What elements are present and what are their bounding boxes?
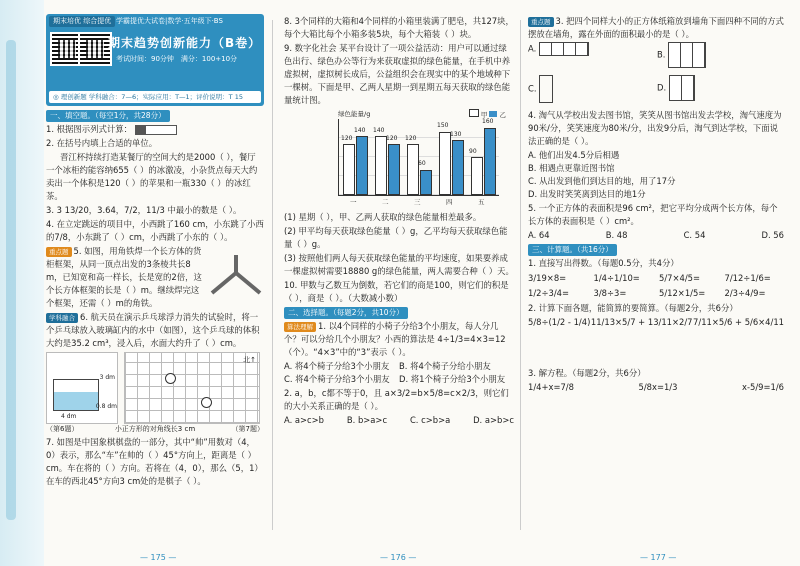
equation-item: 5/8x=1/3 (638, 382, 678, 393)
exam-title: 期末趋势创新能力（B卷） (108, 36, 262, 50)
question-1 (46, 123, 264, 136)
question-9-3: (3) 按照他们两人每天获取绿色能量的平均速度，如果要养成一棵虚拟树需要18880 g的绿色能量，两人需要合种（ ）天。 (284, 253, 514, 277)
option-c-label: C. (528, 83, 537, 94)
chart-bar (484, 128, 496, 196)
tank-height: 3 dm (99, 374, 115, 382)
choice-4-options (528, 149, 784, 201)
tag-focus: 重点题 (46, 247, 72, 257)
question-9: 9. 数字化社会 某平台设计了一项公益活动：用户可以通过绿色出行、绿色办公等行为来获取虚拟的绿色能量，在手机中养虚拟树，虚拟树长成后，公益组织会在现实中的某个地域种下一棵树。下面是甲、乙两人星期一到星期五每天获取的绿色能量统计图。 (284, 43, 511, 106)
question-6-text: 6. 航天员在演示乒乓球浮力消失的试验时，将一个乒乓球放入玻璃缸内的水中（如图），这个乒乓球的体积大约是35.2 cm³，浸入后，水面大约升了（ ）cm。 (46, 312, 260, 349)
exam-time: 考试时间：90分钟 (116, 55, 174, 63)
choice-2-option-c[interactable]: C. c>b>a (409, 415, 451, 426)
legend-label-b: 乙 (499, 111, 506, 120)
calc-item: 5/8÷(1/2 - 1/4) (528, 317, 591, 328)
calc-item: 5/12×1/5= (659, 288, 706, 299)
question-5 (46, 245, 264, 310)
choice-5-options (528, 229, 784, 242)
calc-item: 7/12÷1/6= (724, 273, 771, 284)
choice-5-option-d[interactable]: D. 56 (761, 230, 784, 241)
choice-5-option-c[interactable]: C. 54 (683, 230, 706, 241)
tank-length: 4 dm (61, 412, 77, 420)
question-10: 10. 甲数与乙数互为倒数，若它们的商是100，则它们的积是（ ），商是（ ）。（大数减小数） (284, 280, 509, 304)
cube-column-figure (539, 75, 553, 103)
equation-item: 1/4+x=7/8 (528, 382, 574, 393)
choice-4-option-b[interactable]: B. 相遇点更靠近图书馆 (528, 163, 615, 174)
section-fill-blank: 一、填空题。（每空1分，共28分） (46, 110, 170, 122)
calc-item: 5/7×4/5= (659, 273, 700, 284)
cube-row-figure (539, 42, 589, 56)
choice-4-option-a[interactable]: A. 他们出发4.5分后相遇 (528, 150, 620, 161)
section-choice: 二、选择题。（每题2分，共10分） (284, 307, 408, 319)
option-d-label: D. (657, 82, 667, 93)
banner-info: 学霸提优大试卷|数学·五年级下·BS (116, 17, 223, 25)
question-3: 3. 3 13/20，3.64，7/2，11/3 中最小的数是（ ）。 (46, 205, 242, 216)
calc-3-title: 3. 解方程。（每题2分，共6分） (528, 368, 646, 379)
choice-5: 5. 一个正方体的表面积是96 cm²，把它平均分成两个长方体，每个长方体的表面积是（ ）cm²。 (528, 203, 778, 227)
chart-bar (439, 132, 451, 195)
choice-1 (284, 320, 514, 359)
arrangement-c[interactable] (528, 75, 655, 108)
legend-swatch-b (489, 111, 497, 117)
choice-4-option-c[interactable]: C. 从出发到他们到达目的地，用了17分 (528, 176, 676, 187)
question-5-text: 5. 如图，用角铁焊一个长方体的货柜框架，从同一顶点出发的3条棱共长8 m，已知宽和高一样长，长是宽的2倍，这个长方体框架的长是（ ）m。继续焊完这个框架，还需（ ）m的角铁。 (46, 246, 202, 309)
chart-data-label: 120 (341, 135, 353, 143)
spine-decoration (6, 40, 16, 520)
choice-5-option-b[interactable]: B. 48 (605, 230, 628, 241)
choice-2-option-b[interactable]: B. b>a>c (346, 415, 388, 426)
choice-3 (528, 15, 784, 41)
tank-width: 0.8 dm (95, 402, 117, 410)
calc-item: 2/3÷4/9= (724, 288, 766, 299)
chart-data-label: 60 (418, 160, 426, 168)
calc-2-row (528, 316, 784, 366)
bar-chart (284, 109, 514, 209)
calc-item: 1/4÷1/10= (593, 273, 640, 284)
option-a-label: A. (528, 43, 537, 54)
choice-1-option-c[interactable]: C. 将4个椅子分给3个小朋友 (284, 374, 390, 385)
cube-arrangements (528, 42, 784, 108)
page-number-175: — 175 — (140, 553, 177, 562)
page-spine (0, 0, 44, 566)
question-9-1: (1) 星期（ ），甲、乙两人获取的绿色能量相差最多。 (284, 212, 482, 223)
calc-3-row (528, 381, 784, 394)
question-2-body: 晋江杯持续打造某餐厅的空间大约是2000（ ），餐厅一个冰柜约能容纳655（ ）的冰激凌，小杂货点每天大约卖出一个体积是120（ ）的苹果和一瓶330（ ）的冰红茶。 (46, 152, 258, 202)
column-3 (528, 14, 784, 395)
equation-item: x-5/9=1/6 (742, 382, 784, 393)
calc-2-title: 2. 计算下面各题，能简算的要简算。（每题2分，共6分） (528, 303, 738, 314)
tag-method: 算法理解 (284, 322, 316, 332)
question-9-2: (2) 甲平均每天获取绿色能量（ ）g，乙平均每天获取绿色能量（ ）g。 (284, 226, 508, 250)
qr-code-right[interactable] (78, 32, 112, 66)
chart-x-tick: 四 (446, 198, 453, 207)
chart-x-tick: 一 (350, 198, 357, 207)
page-number-177: — 177 — (640, 553, 677, 562)
question-4: 4. 在立定跳远的项目中，小西跳了160 cm，小东跳了小西的7/8，小东跳了（ ）cm，小西跳了小东的（ ）。 (46, 219, 264, 243)
choice-2-option-a[interactable]: A. a>c>b (284, 415, 324, 426)
legend-swatch-a (469, 109, 479, 117)
chart-bar (343, 144, 355, 195)
chart-data-label: 120 (405, 135, 417, 143)
calc-item: 3/8÷3= (593, 288, 627, 299)
chart-bar (356, 136, 368, 195)
chart-data-label: 130 (450, 130, 462, 138)
tag-discipline: 学科融合 (46, 313, 78, 323)
exam-score: 满分：100+10分 (180, 55, 238, 63)
calc-item: 3/19×8= (528, 273, 567, 284)
column-2 (284, 14, 514, 428)
tag-focus: 重点题 (528, 17, 554, 27)
chart-x-labels (338, 197, 498, 207)
choice-1-options (284, 360, 514, 386)
legend-label-a: 甲 (480, 111, 488, 120)
chart-plot-area (338, 119, 499, 196)
option-b-label: B. (657, 49, 666, 60)
chart-bar (388, 144, 400, 195)
chart-data-label: 140 (354, 126, 366, 134)
banner-bar: ◎ 理创新题 学科融合：7—6；实际应用：T—1；评价说明：T 15 (49, 91, 261, 103)
arrangement-d[interactable] (657, 75, 784, 108)
caption-fig6: （第6题） (46, 425, 79, 434)
chess-board-figure (124, 352, 260, 424)
caption-fig7: （第7题） (231, 425, 264, 434)
chess-piece-icon (201, 397, 212, 408)
column-divider (520, 20, 521, 530)
section-calculation: 三、计算题。（共16分） (528, 244, 617, 256)
calc-item: 11/13×5/7 + 13/11×2/7 (590, 317, 693, 328)
calc-item: 7/11×5/6 + 5/6×4/11 (693, 317, 784, 328)
arrangement-b[interactable] (657, 42, 784, 73)
chart-ylabel: 绿色能量/g (338, 110, 371, 119)
exam-time-score (116, 54, 237, 65)
question-8: 8. 3个同样的大箱和4个同样的小箱里装满了肥皂，共127块，每个大箱比每个小箱多装5块，每个大箱装（ ）块。 (284, 16, 514, 40)
chart-bar (375, 136, 387, 195)
exam-banner (46, 14, 264, 106)
chart-bar (471, 157, 483, 195)
banner-tag: 期末培优 综合提优 (49, 16, 115, 27)
chess-piece-icon (165, 373, 176, 384)
arrangement-a[interactable] (528, 42, 655, 73)
calc-1-title: 1. 直接写出得数。（每题0.5分，共4分） (528, 258, 679, 269)
choice-2-option-d[interactable]: D. a>b>c (473, 415, 514, 426)
choice-1-option-d[interactable]: D. 将1个椅子分给3个小朋友 (399, 374, 506, 385)
column-1 (46, 14, 264, 489)
chart-bar (452, 140, 464, 195)
choice-1-option-b[interactable]: B. 将4个椅子分给小朋友 (399, 361, 491, 372)
chart-bar (407, 144, 419, 195)
cube-stack-figure (668, 42, 706, 68)
calc-item: 1/2÷3/4= (528, 288, 569, 299)
chart-bar (420, 170, 432, 195)
choice-2-options (284, 414, 514, 427)
fish-tank-figure (46, 352, 118, 424)
column-divider (272, 20, 273, 530)
cube-square-figure (669, 75, 695, 101)
choice-4-option-d[interactable]: D. 出发时笑笑离到达目的地1分 (528, 189, 646, 200)
chart-x-tick: 二 (382, 198, 389, 207)
chart-data-label: 90 (469, 147, 477, 155)
choice-1-option-a[interactable]: A. 将4个椅子分给3个小朋友 (284, 361, 390, 372)
tank-shape (53, 379, 99, 411)
chart-x-tick: 五 (478, 198, 485, 207)
chart-data-label: 140 (373, 126, 385, 134)
choice-2: 2. a，b，c都不等于0，且 a×3/2=b×5/8=c×2/3，则它们的大小关系正确的是（ ）。 (284, 388, 509, 412)
question-6 (46, 311, 264, 350)
angle-iron-figure (208, 253, 264, 301)
question-2: 2. 在括号内填上合适的单位。 (46, 138, 158, 149)
chart-data-label: 150 (437, 122, 449, 130)
question-7: 7. 如图是中国象棋棋盘的一部分，其中“帅”用数对（4，0）表示，那么“车”在帅的（ ）45°方向上，距离是（ ）cm。车在将的（ ）方向。若将在（4，0），那么（5，1）在车的西北45°方向3 cm处的是棋子（ ）。 (46, 437, 263, 487)
chart-x-tick: 三 (414, 198, 421, 207)
north-arrow-icon: 北↑ (243, 356, 256, 365)
chart-data-label: 160 (482, 118, 494, 126)
choice-1-text: 1. 以4个同样的小椅子分给3个小朋友，每人分几个？可以分给几个小朋友？小西的算法是 4÷1/3=4×3=12（个）。“4×3”中的“3”表示（ ）。 (284, 321, 506, 358)
figure-captions (46, 424, 264, 435)
chart-data-label: 120 (386, 135, 398, 143)
caption-fig7-note: 小正方形的对角线长3 cm (114, 425, 196, 434)
calc-1-grid (528, 272, 784, 300)
choice-3-text: 3. 把四个同样大小的正方体纸箱放到墙角下面四种不同的方式摆放在墙角，露在外面的面积最小的是（ ）。 (528, 16, 784, 40)
figures-row (46, 352, 264, 434)
page-number-176: — 176 — (380, 553, 417, 562)
fraction-bar-figure (135, 125, 177, 135)
question-1-text: 1. 根据图示列式计算： (46, 124, 133, 135)
choice-4: 4. 淘气从学校出发去图书馆，笑笑从图书馆出发去学校，淘气速度为90米/分，笑笑速度为80米/分，出发9分后，淘气到达学校，下面说法正确的是（ ）。 (528, 110, 782, 147)
choice-5-option-a[interactable]: A. 64 (528, 230, 550, 241)
